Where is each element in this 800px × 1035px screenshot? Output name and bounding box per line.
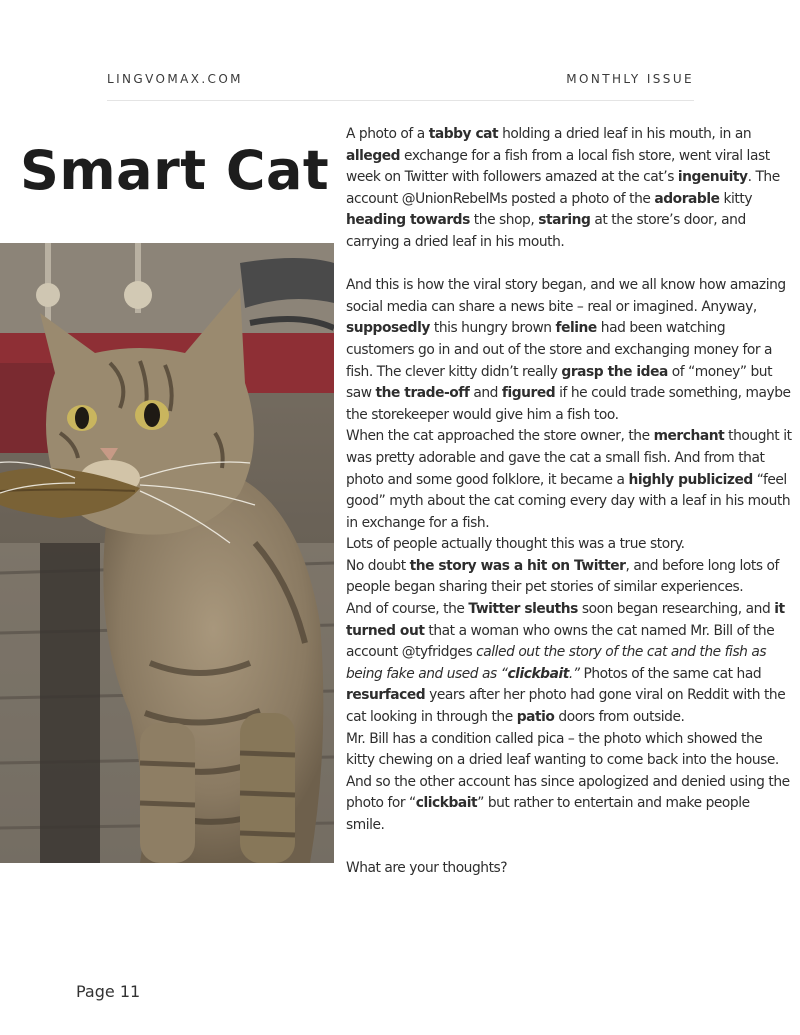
body-text: And of course, the: [346, 601, 469, 618]
body-text: holding a dried leaf in his mouth, in an: [498, 126, 752, 142]
paragraph-gap: [346, 254, 792, 276]
article-title: Smart Cat: [20, 139, 330, 202]
paragraph-gap: [346, 837, 792, 859]
emphasis-text: highly publicized: [628, 471, 753, 488]
article-paragraph: [346, 772, 792, 837]
emphasis-text: the trade-off: [375, 385, 470, 402]
emphasis-text: staring: [538, 212, 591, 229]
emphasis-text: grasp the idea: [561, 363, 668, 380]
emphasis-text: tabby cat: [428, 126, 499, 142]
body-text: ” but rather to entertain and make people smile.: [346, 795, 750, 833]
emphasis-text: supposedly: [346, 320, 430, 337]
body-text: Mr. Bill has a condition called pica – the photo which showed the kitty chewing on a dried leaf wanting to come back into the house.: [346, 730, 779, 769]
body-text: at the store’s door, and carrying a dried leaf in his mouth.: [346, 212, 746, 250]
body-text: . The account @UnionRebelMs posted a photo of the: [346, 169, 780, 207]
emphasis-text: feline: [555, 320, 597, 337]
article-paragraph: [346, 275, 792, 426]
body-text: , and before long lots of people began sharing their pet stories of similar experiences.: [346, 557, 779, 596]
emphasis-text: figured: [501, 385, 556, 402]
emphasis-text: adorable: [654, 190, 720, 207]
body-text: thought it was pretty adorable and gave the cat a small fish. And from that photo and some good folklore, it became a: [346, 428, 792, 488]
body-text: kitty: [719, 190, 753, 207]
emphasis-text: heading towards: [346, 212, 470, 229]
body-text: No doubt: [346, 557, 410, 574]
emphasis-text: the story was a hit on Twitter: [409, 557, 626, 574]
body-text: had been watching customers go in and out of the store and exchanging money for a fish. The clever kitty didn’t really: [346, 320, 773, 380]
article-paragraph: [346, 599, 792, 729]
emphasis-text: patio: [516, 709, 555, 726]
cat-photo: [0, 243, 334, 863]
emphasis-text: ingenuity: [677, 169, 748, 186]
body-text: A photo of a: [346, 126, 429, 142]
body-text: soon began researching, and: [577, 601, 775, 618]
emphasis-text: merchant: [653, 428, 725, 445]
body-text: And so the other account has since apologized and denied using the photo for “: [346, 773, 790, 812]
site-name: LINGVOMAX.COM: [107, 72, 243, 86]
emphasis-text: resurfaced: [346, 687, 426, 704]
article-paragraph: [346, 534, 792, 556]
emphasis-text: clickbait: [415, 795, 478, 812]
emphasis-text: it turned out: [346, 601, 785, 639]
body-text: if he could trade something, maybe the storekeeper would give him a fish too.: [346, 385, 791, 423]
article-paragraph: [346, 426, 792, 534]
emphasis-text: clickbait: [507, 665, 569, 682]
body-text: of “money” but saw: [346, 363, 773, 402]
body-text: .”: [568, 665, 580, 682]
article-paragraph: [346, 858, 792, 880]
body-text: this hungry brown: [429, 320, 556, 337]
body-text: the shop,: [469, 212, 539, 229]
body-text: “feel good” myth about the cat coming every day with a leaf in his mouth in exchange for a fish.: [346, 471, 791, 531]
page-number: Page 11: [76, 982, 141, 1001]
article-paragraph: [346, 729, 792, 772]
header-divider: [107, 100, 694, 101]
emphasis-text: alleged: [346, 147, 401, 164]
body-text: that a woman who owns the cat named Mr. Bill of the account @tyfridges: [346, 622, 775, 661]
body-text: exchange for a fish from a local fish store, went viral last week on Twitter with followers amazed at the cat’s: [346, 147, 770, 186]
article-body: [346, 124, 792, 880]
body-text: What are your thoughts?: [346, 860, 508, 877]
body-text: doors from outside.: [554, 709, 685, 726]
body-text: Lots of people actually thought this was a true story.: [346, 536, 685, 553]
emphasis-text: Twitter sleuths: [468, 601, 578, 618]
body-text: Photos of the same cat had: [579, 665, 762, 682]
article-paragraph: [346, 124, 792, 254]
body-text: years after her photo had gone viral on Reddit with the cat looking in through the: [346, 687, 786, 726]
body-text: And this is how the viral story began, and we all know how amazing social media can share a news bite – real or imagined. Anyway,: [346, 277, 786, 315]
article-paragraph: [346, 556, 792, 599]
body-text: called out the story of the cat and the fish as being fake and used as “: [346, 644, 767, 682]
body-text: When the cat approached the store owner, the: [346, 428, 654, 445]
body-text: and: [469, 385, 502, 402]
issue-label: MONTHLY ISSUE: [566, 72, 694, 86]
